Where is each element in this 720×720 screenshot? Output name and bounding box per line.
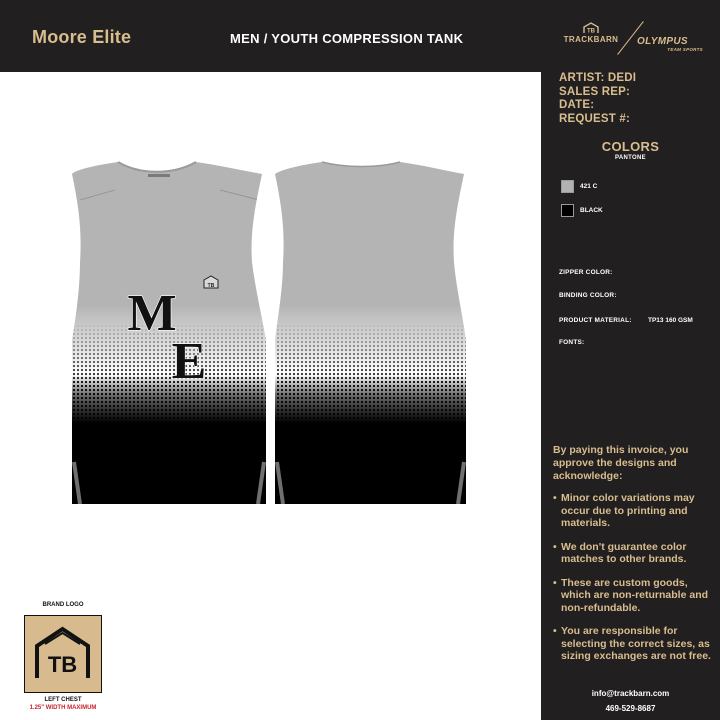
terms-item: • These are custom goods, which are non-returnable and non-refundable.	[553, 577, 715, 615]
terms-item: • We don't guarantee color matches to other brands.	[553, 541, 715, 566]
binding-color-label: BINDING COLOR:	[559, 292, 617, 299]
request-line: REQUEST #:	[559, 112, 631, 125]
contact-phone[interactable]: 469-529-8687	[605, 704, 656, 713]
colors-heading: COLORS	[601, 139, 660, 154]
swatch-421c	[561, 180, 574, 193]
olympus-subtitle: TEAM SPORTS	[667, 47, 703, 52]
swatch-black	[561, 204, 574, 217]
front-tank	[70, 160, 270, 506]
terms-item: • Minor color variations may occur due to printing and materials.	[553, 492, 715, 530]
logo-size-note: 1.25" WIDTH MAXIMUM	[29, 705, 97, 711]
swatch-row-black	[561, 204, 711, 218]
logo-placement-label: LEFT CHEST	[44, 697, 82, 703]
trackbarn-wordmark: TRACKBARN	[563, 35, 619, 44]
terms-intro: By paying this invoice, you approve the designs and acknowledge:	[553, 444, 689, 482]
monogram-letter-e: E	[171, 333, 207, 390]
trackbarn-logo-icon	[583, 22, 599, 34]
olympus-brand	[637, 36, 709, 52]
approval-terms	[553, 444, 715, 674]
back-tank	[272, 160, 472, 506]
fonts-label: FONTS:	[559, 339, 585, 346]
garment-mockup-area	[0, 72, 541, 592]
artist-line: ARTIST: DEDI	[559, 72, 637, 84]
tank-illustrations	[0, 72, 541, 592]
date-line: DATE:	[559, 99, 595, 111]
svg-text:TB: TB	[587, 28, 595, 34]
product-title: MEN / YOUTH COMPRESSION TANK	[230, 31, 464, 46]
olympus-wordmark: OLYMPUS	[637, 36, 688, 47]
zipper-color-label: ZIPPER COLOR:	[559, 269, 613, 276]
terms-list	[553, 492, 715, 663]
sales-rep-line: SALES REP:	[559, 85, 631, 98]
info-sidebar	[541, 72, 720, 720]
svg-text:TB: TB	[207, 283, 215, 289]
order-meta	[559, 72, 709, 126]
colors-subheading: PANTONE	[615, 155, 646, 161]
monogram-letter-m: M	[127, 285, 177, 342]
trackbarn-brand	[559, 22, 623, 50]
swatch-label: BLACK	[580, 207, 603, 214]
terms-item: • You are responsible for selecting the correct sizes, as sizing exchanges are not free.	[553, 625, 715, 663]
brand-logo-heading: BRAND LOGO	[42, 602, 84, 608]
brand-logo-mark: TB	[47, 652, 78, 677]
contact-info	[541, 686, 720, 716]
contact-email[interactable]: info@trackbarn.com	[591, 689, 670, 698]
swatch-label: 421 C	[580, 183, 598, 190]
product-material-label: PRODUCT MATERIAL:	[559, 317, 632, 324]
team-name: Moore Elite	[32, 27, 132, 47]
trackbarn-barn-logo-icon	[25, 616, 100, 691]
header-bar	[0, 0, 720, 72]
swatch-row-421c	[561, 180, 711, 194]
brand-logo-box	[24, 615, 102, 693]
product-material-value: TP13 160 GSM	[648, 317, 693, 324]
